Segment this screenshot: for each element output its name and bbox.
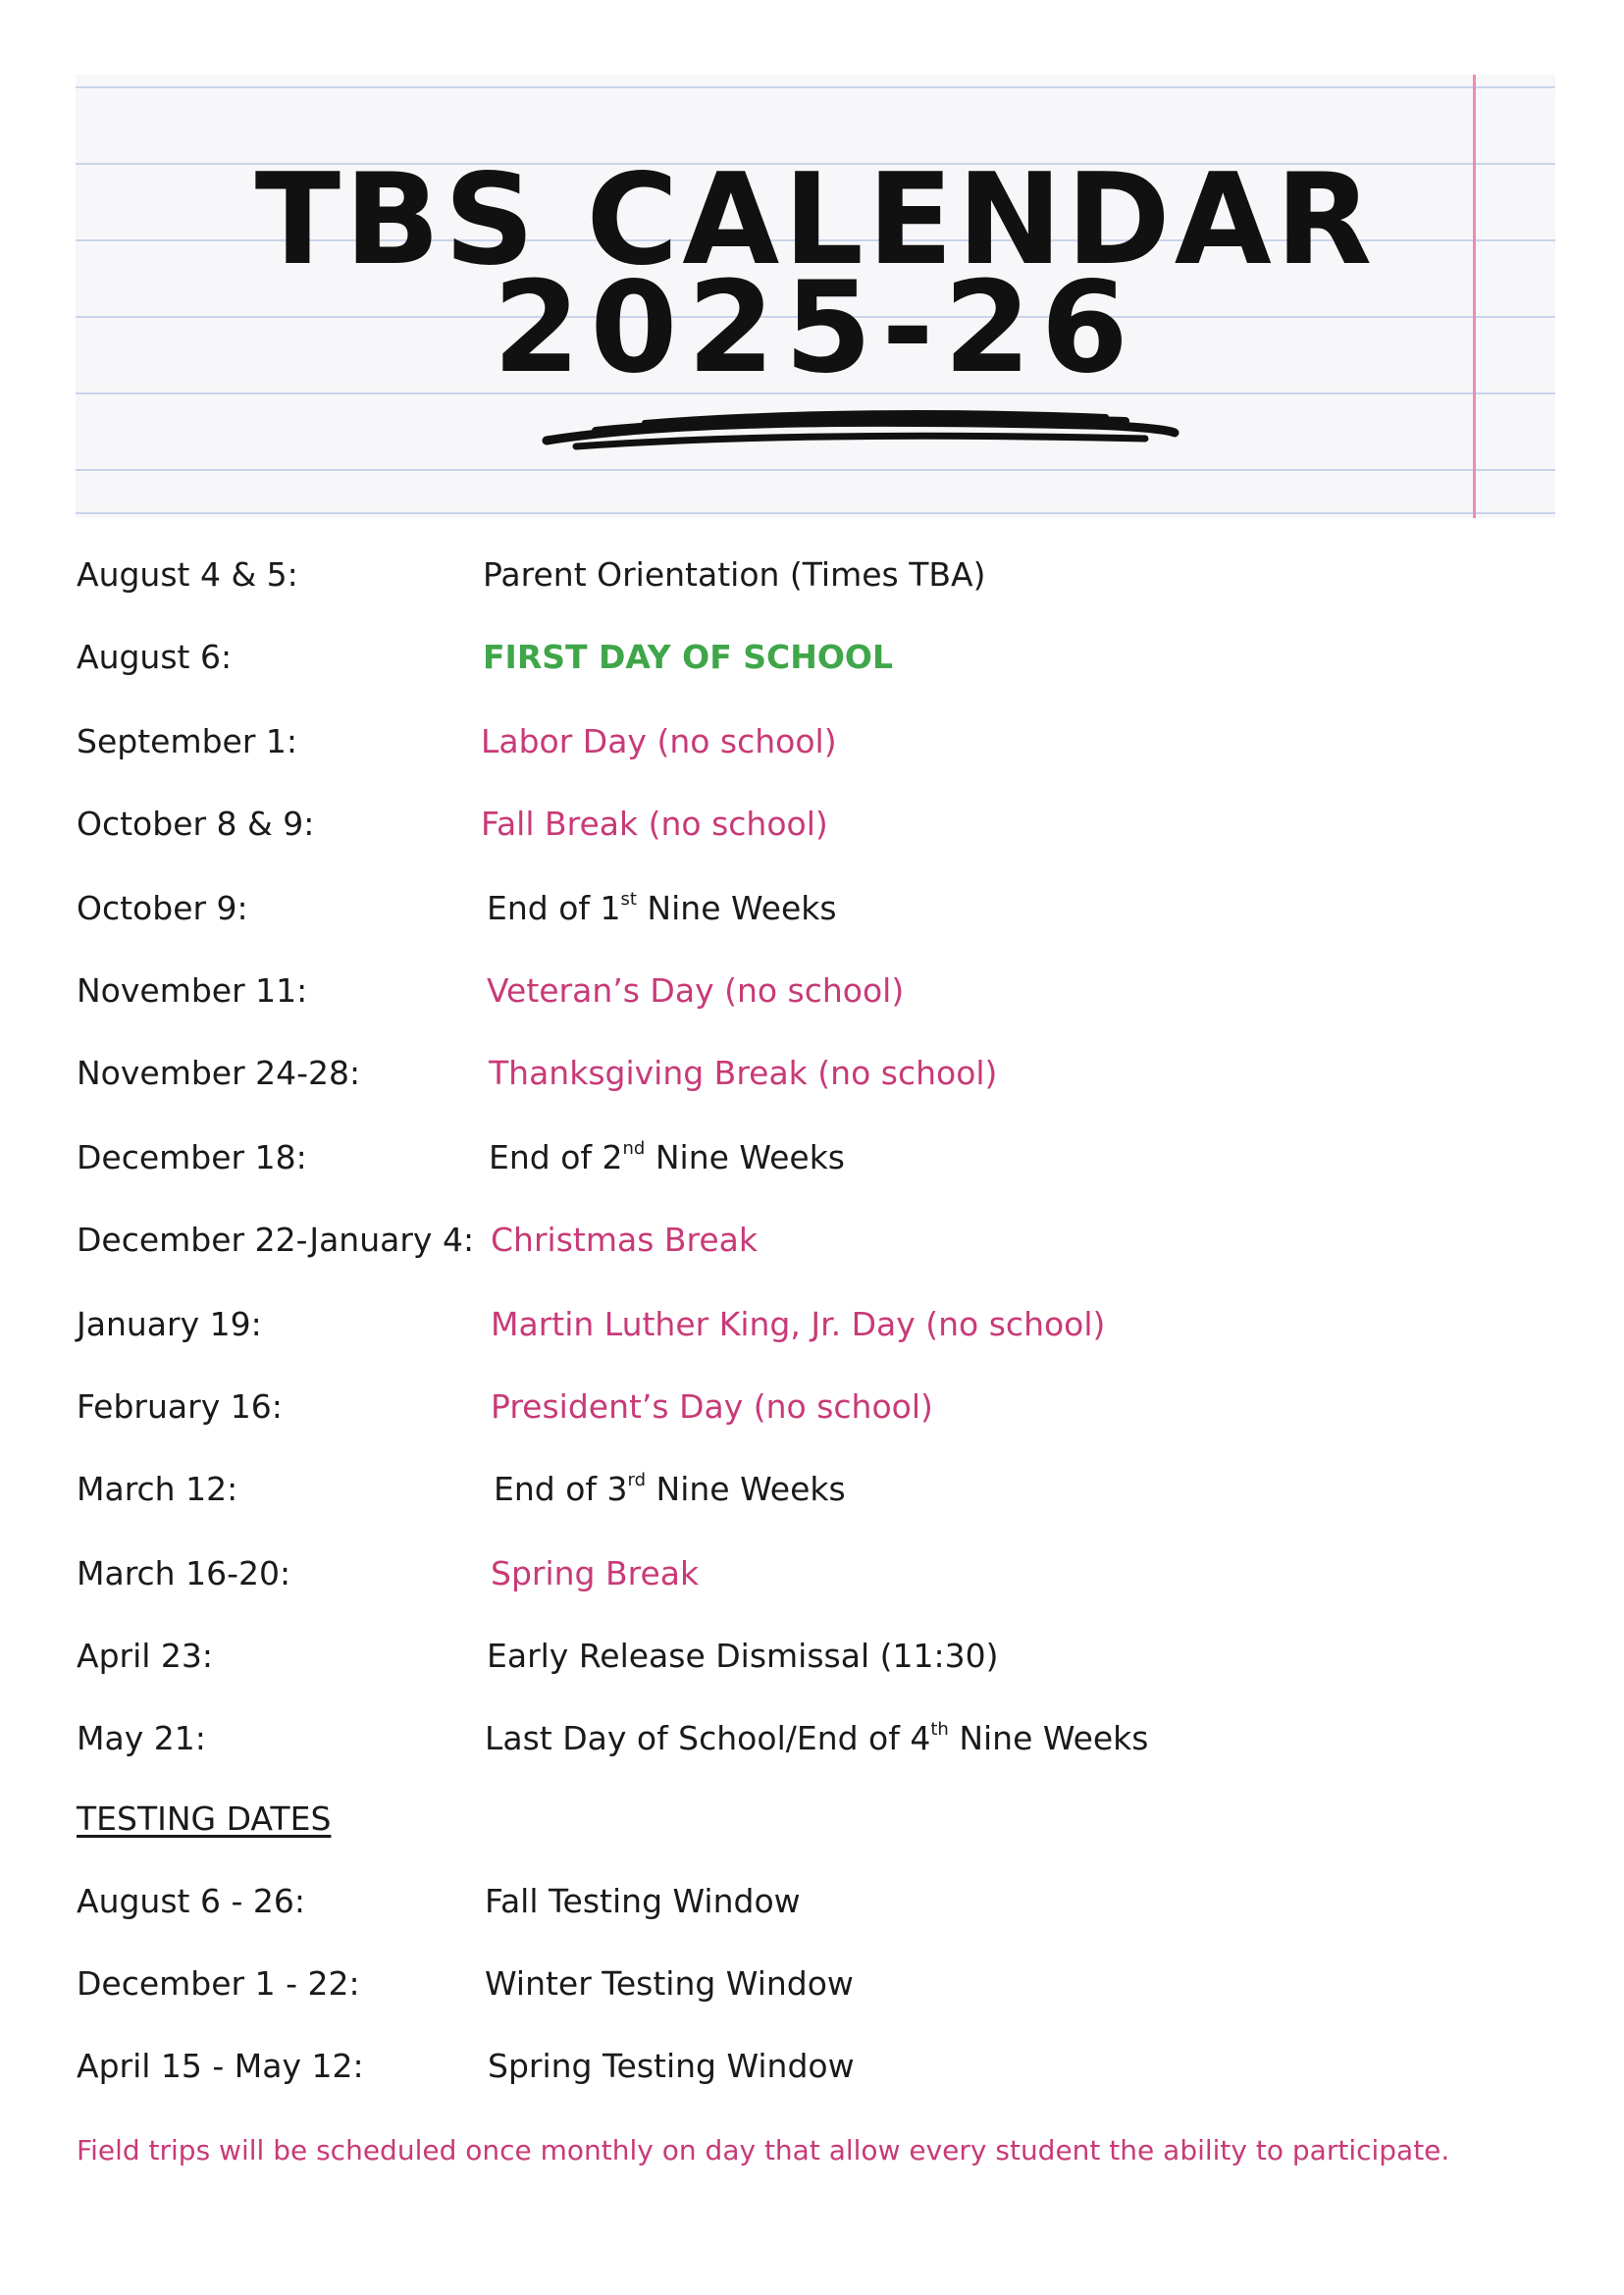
ordinal-suffix: rd — [627, 1470, 647, 1490]
event-text: Last Day of School/End of 4 — [485, 1719, 931, 1757]
testing-date: April 15 - May 12: — [77, 2047, 364, 2085]
event-text: Parent Orientation (Times TBA) — [483, 555, 986, 594]
calendar-row — [0, 714, 1624, 769]
testing-window-label: Winter Testing Window — [485, 1964, 854, 2003]
event-description — [481, 714, 837, 769]
paper-rule-line — [76, 86, 1555, 88]
event-date: August 6: — [77, 638, 233, 676]
calendar-row — [0, 1711, 1624, 1766]
event-text: End of 3 — [494, 1470, 628, 1508]
event-text-continued: Nine Weeks — [646, 1470, 846, 1508]
event-date: March 12: — [77, 1470, 238, 1508]
event-date: November 24-28: — [77, 1054, 361, 1092]
event-date: May 21: — [77, 1719, 206, 1757]
event-text: Thanksgiving Break (no school) — [489, 1054, 998, 1092]
testing-window-label: Spring Testing Window — [488, 2047, 855, 2085]
event-description — [491, 1380, 933, 1434]
event-description — [481, 797, 828, 852]
calendar-row — [0, 1046, 1624, 1101]
calendar-row — [0, 1380, 1624, 1434]
testing-date: August 6 - 26: — [77, 1882, 305, 1920]
event-text: End of 1 — [487, 889, 621, 927]
event-date: January 19: — [77, 1305, 262, 1343]
event-description — [483, 630, 893, 685]
testing-date: December 1 - 22: — [77, 1964, 360, 2003]
calendar-row — [0, 630, 1624, 685]
testing-window-label: Fall Testing Window — [485, 1882, 801, 1920]
calendar-row — [0, 1629, 1624, 1684]
event-text: Veteran’s Day (no school) — [487, 971, 905, 1010]
calendar-row — [0, 1213, 1624, 1268]
event-date: December 18: — [77, 1138, 307, 1176]
testing-row — [0, 1874, 1624, 1929]
notebook-paper-header — [76, 75, 1555, 518]
ordinal-suffix: th — [930, 1719, 949, 1740]
calendar-row — [0, 548, 1624, 602]
event-date: April 23: — [77, 1637, 214, 1675]
event-text: FIRST DAY OF SCHOOL — [483, 638, 893, 676]
event-date: March 16-20: — [77, 1554, 291, 1592]
page-subtitle-year: 2025-26 — [493, 255, 1138, 401]
event-description — [491, 1213, 758, 1268]
event-description — [494, 1462, 846, 1517]
page-title: TBS CALENDAR — [254, 147, 1377, 293]
event-text-continued: Nine Weeks — [645, 1138, 845, 1176]
calendar-row — [0, 964, 1624, 1018]
event-text: Labor Day (no school) — [481, 722, 837, 760]
event-text-continued: Nine Weeks — [636, 889, 837, 927]
event-description — [483, 548, 985, 602]
event-description — [489, 1046, 997, 1101]
event-date: October 9: — [77, 889, 248, 927]
calendar-row — [0, 881, 1624, 936]
calendar-row — [0, 1546, 1624, 1601]
event-text: Christmas Break — [491, 1221, 758, 1259]
paper-rule-line — [76, 469, 1555, 471]
event-date: September 1: — [77, 722, 298, 760]
calendar-row — [0, 1297, 1624, 1352]
event-date: November 11: — [77, 971, 308, 1010]
event-date: October 8 & 9: — [77, 805, 315, 843]
event-description — [487, 964, 904, 1018]
testing-row — [0, 2039, 1624, 2094]
event-text: Early Release Dismissal (11:30) — [487, 1637, 999, 1675]
event-text: End of 2 — [489, 1138, 623, 1176]
event-description — [487, 1629, 998, 1684]
event-description — [489, 1130, 845, 1185]
event-date: August 4 & 5: — [77, 555, 298, 594]
marker-scribble-icon — [537, 403, 1184, 462]
event-text: Martin Luther King, Jr. Day (no school) — [491, 1305, 1106, 1343]
calendar-row — [0, 1130, 1624, 1185]
paper-rule-line — [76, 512, 1555, 514]
calendar-row — [0, 797, 1624, 852]
event-description — [491, 1546, 699, 1601]
testing-dates-heading: TESTING DATES — [77, 1799, 332, 1838]
event-date: December 22-January 4: — [77, 1221, 475, 1259]
field-trip-footnote: Field trips will be scheduled once monthly on day that allow every student the ability to participate. — [77, 2134, 1450, 2166]
ordinal-suffix: st — [620, 889, 637, 910]
ordinal-suffix: nd — [622, 1138, 646, 1159]
event-text: Fall Break (no school) — [481, 805, 828, 843]
event-description — [485, 1711, 1148, 1766]
event-description — [491, 1297, 1105, 1352]
event-date: February 16: — [77, 1387, 283, 1426]
testing-row — [0, 1956, 1624, 2011]
event-text: Spring Break — [491, 1554, 700, 1592]
event-text-continued: Nine Weeks — [948, 1719, 1149, 1757]
event-description — [487, 881, 837, 936]
calendar-row — [0, 1462, 1624, 1517]
event-text: President’s Day (no school) — [491, 1387, 933, 1426]
